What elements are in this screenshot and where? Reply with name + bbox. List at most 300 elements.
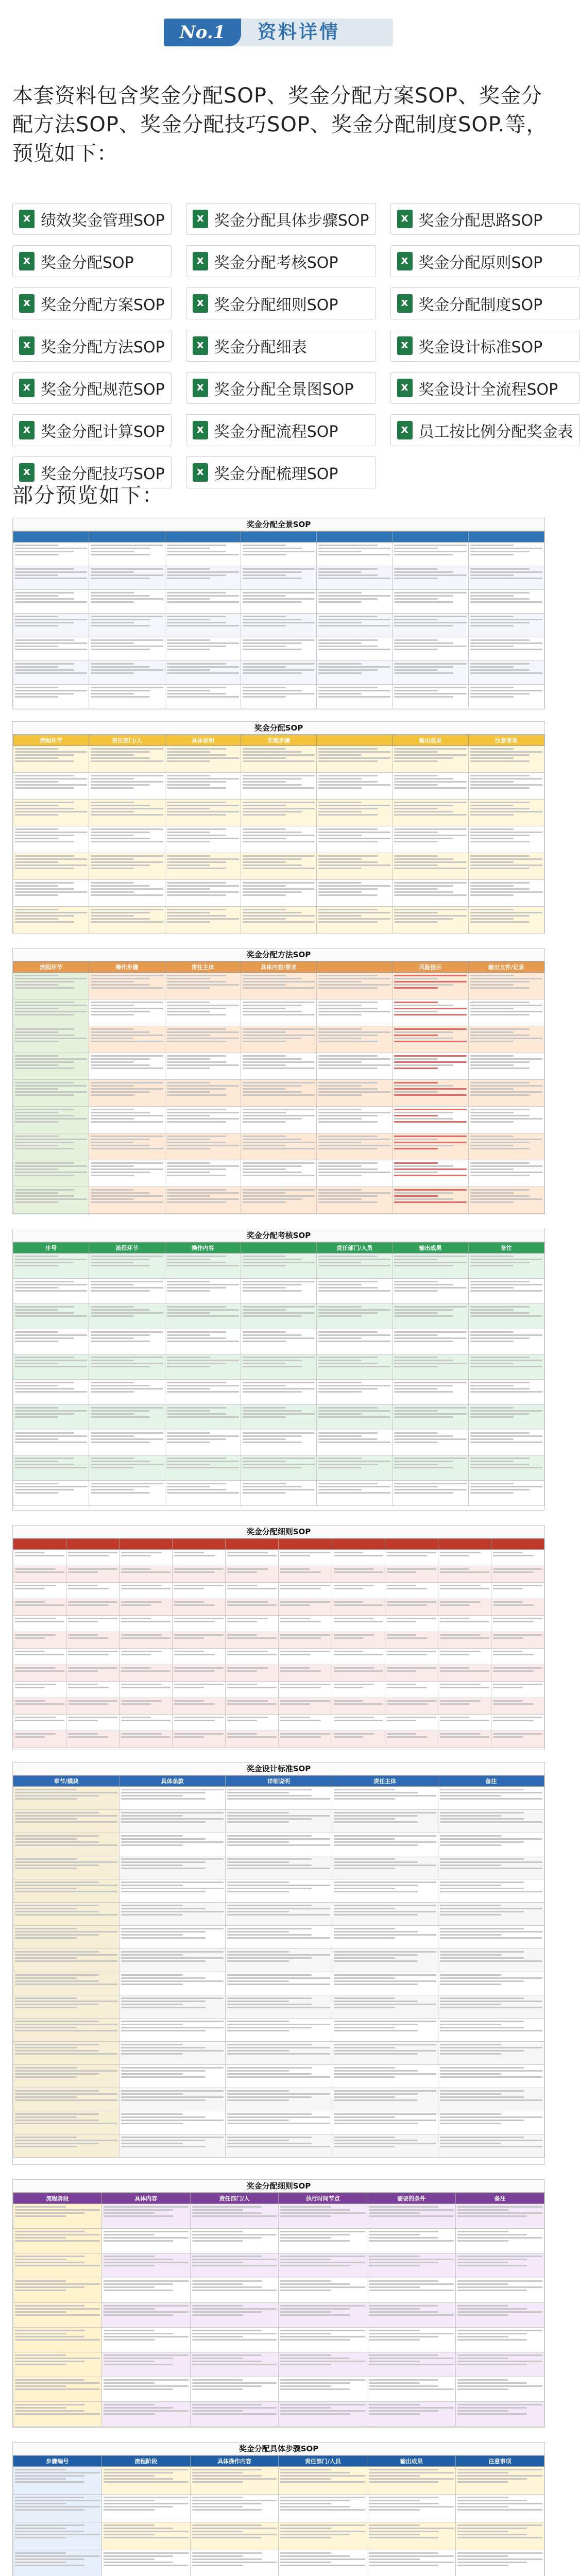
table-cell (279, 1583, 332, 1599)
table-cell (468, 1481, 544, 1506)
sheet-table (13, 531, 544, 708)
excel-file-icon (193, 252, 208, 270)
table-cell (120, 1715, 173, 1731)
table-cell (438, 2042, 544, 2065)
table-cell (173, 1550, 226, 1566)
table-cell (66, 1731, 120, 1748)
table-cell (13, 2328, 102, 2352)
file-item[interactable] (186, 245, 376, 277)
table-row (13, 826, 544, 853)
table-cell (438, 1731, 491, 1748)
table-cell (89, 566, 165, 590)
table-cell (241, 826, 316, 853)
table-cell (393, 1380, 468, 1405)
file-item[interactable] (12, 372, 172, 404)
table-cell (190, 2352, 279, 2377)
table-row (13, 1856, 544, 1879)
table-cell (491, 1698, 544, 1715)
table-cell (385, 1731, 438, 1748)
table-cell (468, 1053, 544, 1080)
table-row (13, 1995, 544, 2019)
table-cell (468, 1160, 544, 1187)
table-cell (66, 1682, 120, 1698)
file-item[interactable] (186, 287, 376, 319)
table-cell (120, 1787, 226, 1810)
table-cell (173, 1649, 226, 1665)
excel-file-icon (397, 379, 413, 397)
table-cell (385, 1550, 438, 1566)
column-header: 风险提示 (393, 962, 468, 973)
table-cell (468, 746, 544, 773)
table-row (13, 999, 544, 1026)
preview-heading: 部分预览如下： (12, 484, 164, 507)
column-header: 备注 (456, 2193, 544, 2204)
table-cell (13, 2253, 102, 2278)
table-cell (468, 800, 544, 826)
table-cell (13, 661, 89, 685)
table-cell (438, 2134, 544, 2158)
table-cell (13, 2111, 120, 2134)
table-row (13, 1972, 544, 1995)
column-header: 具体内容/要求 (241, 962, 316, 973)
table-cell (13, 1430, 89, 1455)
table-cell (279, 1566, 332, 1583)
column-header: 操作步骤 (89, 962, 165, 973)
table-row (13, 907, 544, 934)
table-cell (89, 880, 165, 907)
table-cell (120, 1583, 173, 1599)
table-cell (226, 1949, 332, 1972)
column-header: 备注 (468, 1243, 544, 1253)
table-cell (66, 1698, 120, 1715)
table-cell (120, 1995, 226, 2019)
intro-paragraph: 本套资料包含奖金分配SOP、奖金分配方案SOP、奖金分配方法SOP、奖金分配技巧SOP、奖金分配制度SOP.等，预览如下： (12, 84, 548, 165)
table-cell (317, 1253, 393, 1279)
table-cell (279, 1698, 332, 1715)
table-cell (456, 2377, 544, 2402)
table-cell (438, 1787, 544, 1810)
table-row (13, 1430, 544, 1455)
table-cell (165, 1481, 241, 1506)
table-row (13, 2303, 544, 2328)
table-cell (120, 2111, 226, 2134)
table-cell (393, 746, 468, 773)
table-row (13, 1566, 544, 1583)
table-cell (491, 1550, 544, 1566)
table-cell (241, 1080, 316, 1107)
table-cell (317, 685, 393, 708)
file-item[interactable] (12, 414, 172, 446)
table-cell (393, 1354, 468, 1380)
table-cell (226, 1787, 332, 1810)
table-row (13, 614, 544, 637)
file-name: 奖金分配计算SOP (41, 423, 165, 441)
excel-file-icon (193, 336, 208, 355)
table-cell (438, 1616, 491, 1632)
table-row (13, 1787, 544, 1810)
table-cell (393, 1329, 468, 1354)
table-cell (13, 1833, 120, 1856)
table-cell (13, 590, 89, 614)
file-item[interactable] (390, 245, 580, 277)
table-cell (190, 2495, 279, 2522)
table-cell (226, 2019, 332, 2042)
table-row (13, 2467, 544, 2495)
column-header: 序号 (13, 1243, 89, 1253)
table-cell (332, 2134, 438, 2158)
table-cell (120, 1856, 226, 1879)
table-cell (66, 1599, 120, 1616)
table-cell (173, 1632, 226, 1649)
table-cell (13, 2019, 120, 2042)
table-cell (120, 1879, 226, 1903)
table-cell (332, 1731, 385, 1748)
table-cell (438, 1810, 544, 1833)
table-cell (317, 853, 393, 880)
table-cell (13, 746, 89, 773)
table-cell (393, 853, 468, 880)
table-cell (120, 1599, 173, 1616)
file-item[interactable] (12, 330, 172, 362)
table-cell (89, 1160, 165, 1187)
table-cell (173, 1731, 226, 1748)
table-cell (393, 1053, 468, 1080)
file-name: 奖金分配梳理SOP (214, 465, 338, 483)
table-cell (393, 1133, 468, 1160)
table-cell (165, 1455, 241, 1481)
table-cell (66, 1566, 120, 1583)
table-cell (120, 2042, 226, 2065)
table-cell (226, 1616, 279, 1632)
table-row (13, 1329, 544, 1354)
table-cell (438, 1949, 544, 1972)
table-cell (13, 1698, 66, 1715)
table-cell (173, 1583, 226, 1599)
column-header: 流程环节 (89, 1243, 165, 1253)
table-cell (393, 907, 468, 934)
column-header: 需要的条件 (367, 2193, 456, 2204)
table-cell (332, 1810, 438, 1833)
table-row (13, 566, 544, 590)
table-row (13, 2352, 544, 2377)
table-cell (66, 1583, 120, 1599)
table-row (13, 2278, 544, 2303)
table-cell (317, 1133, 393, 1160)
table-cell (468, 880, 544, 907)
file-item[interactable] (186, 203, 376, 235)
table-cell (332, 1698, 385, 1715)
table-row (13, 773, 544, 800)
column-header: 章节/模块 (13, 1776, 120, 1787)
spreadsheet-preview (12, 518, 545, 709)
table-cell (13, 973, 89, 999)
table-cell (456, 2550, 544, 2576)
sheet-title: 奖金分配细则SOP (13, 2180, 544, 2193)
column-header: 执行时间节点 (279, 2193, 367, 2204)
excel-file-icon (193, 294, 208, 313)
table-cell (190, 2278, 279, 2303)
table-cell (317, 637, 393, 661)
table-cell (241, 746, 316, 773)
table-cell (332, 1632, 385, 1649)
table-cell (393, 1405, 468, 1430)
table-cell (13, 1682, 66, 1698)
table-cell (241, 853, 316, 880)
excel-file-icon (193, 463, 208, 482)
column-header (385, 1539, 438, 1550)
table-cell (317, 1354, 393, 1380)
column-header (120, 1539, 173, 1550)
table-cell (468, 1026, 544, 1053)
table-cell (89, 1354, 165, 1380)
column-header: 步骤编号 (13, 2456, 102, 2467)
sheet-table (13, 735, 544, 934)
file-name: 奖金分配方案SOP (41, 296, 165, 314)
table-cell (165, 1329, 241, 1354)
column-header (241, 532, 316, 543)
table-cell (468, 1430, 544, 1455)
table-cell (120, 1810, 226, 1833)
file-item[interactable] (390, 414, 580, 446)
table-cell (66, 1632, 120, 1649)
table-cell (89, 800, 165, 826)
table-row (13, 2253, 544, 2278)
file-item[interactable] (186, 330, 376, 362)
sheet-title: 奖金分配方法SOP (13, 948, 544, 961)
file-item[interactable] (390, 330, 580, 362)
table-cell (491, 1665, 544, 1682)
file-item[interactable] (186, 414, 376, 446)
table-cell (456, 2495, 544, 2522)
column-header: 备注 (438, 1776, 544, 1787)
table-cell (385, 1715, 438, 1731)
file-list (12, 203, 573, 488)
table-cell (173, 1715, 226, 1731)
table-cell (13, 2352, 102, 2377)
table-row (13, 1279, 544, 1304)
table-row (13, 1405, 544, 1430)
table-cell (120, 2065, 226, 2088)
table-cell (241, 880, 316, 907)
table-row (13, 1080, 544, 1107)
table-cell (393, 1026, 468, 1053)
table-cell (468, 1455, 544, 1481)
table-cell (89, 1430, 165, 1455)
table-cell (317, 907, 393, 934)
table-cell (468, 661, 544, 685)
file-name: 奖金分配考核SOP (214, 254, 338, 272)
table-cell (385, 1583, 438, 1599)
table-cell (89, 853, 165, 880)
table-cell (393, 543, 468, 566)
table-cell (101, 2402, 190, 2427)
column-header: 具体说明 (165, 735, 241, 746)
table-cell (120, 1649, 173, 1665)
table-cell (393, 1304, 468, 1329)
file-item[interactable] (12, 203, 172, 235)
table-row (13, 1833, 544, 1856)
table-cell (13, 1354, 89, 1380)
table-cell (89, 1481, 165, 1506)
table-row (13, 1926, 544, 1949)
table-cell (332, 1879, 438, 1903)
file-item[interactable] (12, 287, 172, 319)
sheet-title: 奖金分配考核SOP (13, 1229, 544, 1242)
table-cell (13, 2303, 102, 2328)
excel-file-icon (397, 336, 413, 355)
table-cell (226, 1682, 279, 1698)
table-cell (89, 1304, 165, 1329)
table-cell (317, 1455, 393, 1481)
table-cell (241, 1405, 316, 1430)
table-row (13, 853, 544, 880)
table-cell (438, 1550, 491, 1566)
table-row (13, 1632, 544, 1649)
table-cell (317, 1080, 393, 1107)
file-item[interactable] (390, 203, 580, 235)
table-cell (438, 1972, 544, 1995)
table-cell (468, 1080, 544, 1107)
table-cell (456, 2303, 544, 2328)
column-header: 责任部门/人 (190, 2193, 279, 2204)
table-cell (393, 1253, 468, 1279)
table-cell (438, 1833, 544, 1856)
table-cell (393, 1430, 468, 1455)
table-cell (438, 1879, 544, 1903)
table-cell (279, 2229, 367, 2253)
column-header: 具体条款 (120, 1776, 226, 1787)
table-cell (279, 2402, 367, 2427)
column-header: 注意事项 (468, 735, 544, 746)
table-cell (226, 1665, 279, 1682)
table-cell (367, 2467, 456, 2495)
sheet-table (13, 2193, 544, 2427)
excel-file-icon (193, 421, 208, 439)
file-item[interactable] (186, 456, 376, 488)
table-row (13, 2377, 544, 2402)
table-cell (13, 1253, 89, 1279)
table-cell (120, 2088, 226, 2111)
table-cell (317, 614, 393, 637)
table-row (13, 1160, 544, 1187)
table-cell (13, 614, 89, 637)
file-item[interactable] (390, 372, 580, 404)
excel-file-icon (193, 379, 208, 397)
table-cell (332, 2111, 438, 2134)
file-name: 奖金分配制度SOP (418, 296, 543, 314)
sheet-title: 奖金设计标准SOP (13, 1762, 544, 1775)
table-cell (226, 2134, 332, 2158)
file-item[interactable] (12, 245, 172, 277)
table-cell (120, 1616, 173, 1632)
table-row (13, 1715, 544, 1731)
table-row (13, 2328, 544, 2352)
table-cell (241, 1026, 316, 1053)
table-cell (279, 2253, 367, 2278)
table-cell (101, 2550, 190, 2576)
excel-file-icon (193, 210, 208, 228)
table-cell (13, 1133, 89, 1160)
table-cell (241, 1053, 316, 1080)
table-cell (13, 1926, 120, 1949)
table-cell (332, 1665, 385, 1682)
column-header (317, 962, 393, 973)
table-cell (120, 1698, 173, 1715)
table-cell (120, 1833, 226, 1856)
table-cell (120, 1550, 173, 1566)
table-cell (438, 1649, 491, 1665)
table-row (13, 1253, 544, 1279)
table-cell (393, 973, 468, 999)
table-row (13, 2229, 544, 2253)
table-cell (393, 880, 468, 907)
table-cell (13, 826, 89, 853)
file-item[interactable] (186, 372, 376, 404)
table-cell (279, 2377, 367, 2402)
file-item[interactable] (390, 287, 580, 319)
table-cell (279, 2352, 367, 2377)
table-cell (13, 2467, 102, 2495)
table-cell (190, 2229, 279, 2253)
table-cell (241, 614, 316, 637)
table-row (13, 1682, 544, 1698)
table-cell (165, 1253, 241, 1279)
sheet-table (13, 961, 544, 1214)
excel-file-icon (397, 210, 413, 228)
table-cell (190, 2303, 279, 2328)
table-row (13, 1879, 544, 1903)
table-cell (13, 999, 89, 1026)
table-cell (456, 2402, 544, 2427)
excel-file-icon (19, 336, 35, 355)
table-row (13, 1649, 544, 1665)
table-cell (89, 1455, 165, 1481)
table-cell (438, 1632, 491, 1649)
table-cell (13, 1856, 120, 1879)
table-cell (367, 2352, 456, 2377)
table-row (13, 2522, 544, 2550)
table-cell (279, 1715, 332, 1731)
table-cell (468, 614, 544, 637)
table-cell (226, 1926, 332, 1949)
file-name: 员工按比例分配奖金表 (418, 423, 573, 441)
table-cell (468, 543, 544, 566)
table-cell (491, 1599, 544, 1616)
table-cell (468, 999, 544, 1026)
column-header (491, 1539, 544, 1550)
table-cell (13, 1405, 89, 1430)
column-header: 流程环节 (13, 962, 89, 973)
file-name: 奖金分配技巧SOP (41, 465, 165, 483)
table-cell (89, 661, 165, 685)
table-cell (13, 907, 89, 934)
column-header: 流程阶段 (13, 2193, 102, 2204)
table-cell (241, 637, 316, 661)
table-cell (226, 2088, 332, 2111)
table-row (13, 685, 544, 708)
table-cell (165, 685, 241, 708)
table-cell (13, 1599, 66, 1616)
table-row (13, 1616, 544, 1632)
table-cell (468, 637, 544, 661)
table-cell (226, 1879, 332, 1903)
table-cell (468, 853, 544, 880)
table-cell (173, 1599, 226, 1616)
table-cell (332, 1715, 385, 1731)
table-cell (279, 2550, 367, 2576)
table-cell (317, 773, 393, 800)
table-cell (468, 773, 544, 800)
